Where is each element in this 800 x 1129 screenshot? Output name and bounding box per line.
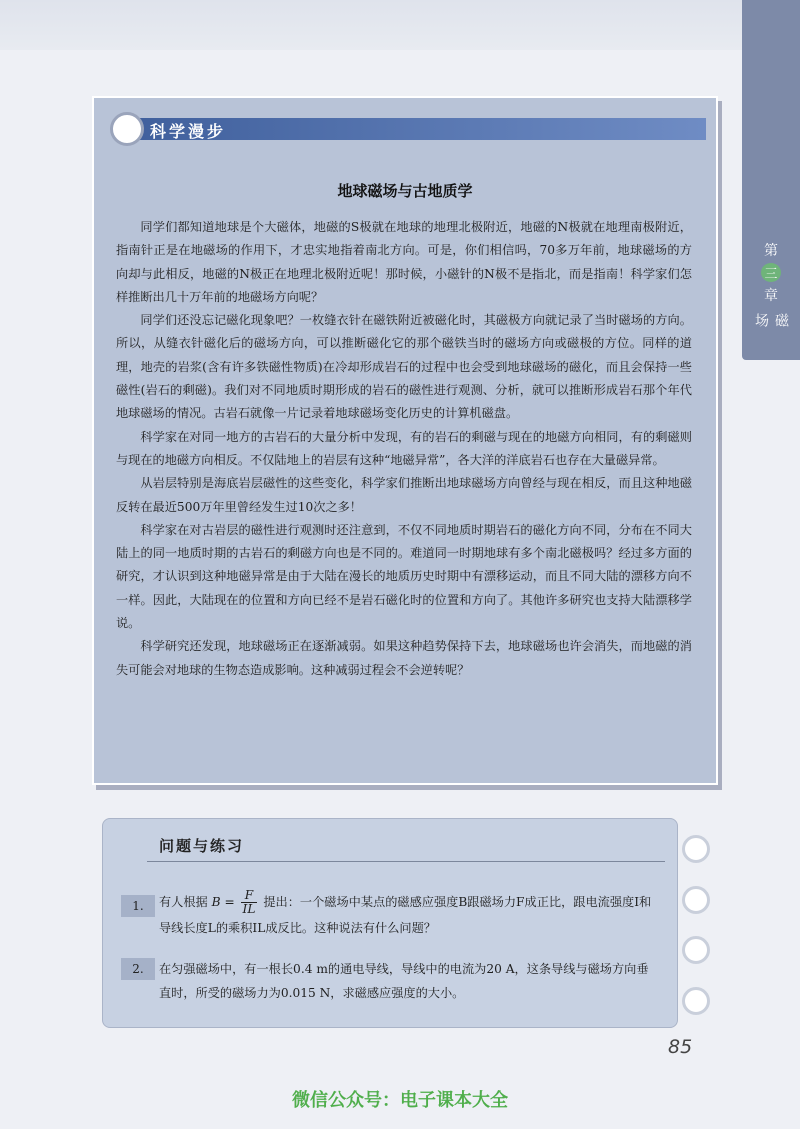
essay-paragraph: 科学家在对同一地方的古岩石的大量分析中发现，有的岩石的剩磁与现在的地磁方向相同，有的剩磁则与现在的地磁方向相反。不仅陆地上的岩层有这种“地磁异常”，各大洋的洋底岩石也存在大量磁异常。 <box>116 429 692 467</box>
binder-ring-icon <box>682 835 710 863</box>
section-label: 科学漫步 <box>150 122 227 141</box>
exercise-text <box>159 889 659 940</box>
chapter-tab <box>750 240 792 350</box>
top-band <box>0 0 800 50</box>
chapter-number-badge: 三 <box>761 263 781 282</box>
formula-fraction <box>241 889 258 916</box>
essay-paragraph: 从岩层特别是海底岩层磁性的这些变化，科学家们推断出地球磁场方向曾经与现在相反，而且这种地磁反转在最近500万年里曾经发生过10次之多！ <box>116 476 692 514</box>
binder-rings <box>682 835 712 1015</box>
essay-title: 地球磁场与古地质学 <box>337 182 473 200</box>
page-number: 85 <box>668 1036 693 1058</box>
watermark-text: 微信公众号：电子课本大全 <box>292 1090 508 1111</box>
chapter-name: 磁场 <box>753 313 789 333</box>
exercise-text: 在匀强磁场中，有一根长0.4 m的通电导线，导线中的电流为20 A，这条导线与磁场方向垂直时，所受的磁场力为0.015 N，求磁感应强度的大小。 <box>159 962 649 1000</box>
essay-paragraph: 同学们都知道地球是个大磁体，地磁的S极就在地球的地理北极附近，地磁的N极就在地理南极附近，指南针正是在地磁场的作用下，才忠实地指着南北方向。可是，你们相信吗，70多万年前，地球磁场的方向却与此相反，地磁的N极正在地理北极附近呢！那时候，小磁针的N极不是指北，而是指南！科学家们怎样推断出几十万年前的地磁场方向呢？ <box>116 220 692 304</box>
formula-numerator: F <box>241 889 258 903</box>
section-knob-icon <box>110 112 144 146</box>
binder-ring-icon <box>682 987 710 1015</box>
exercise-number: 2. <box>121 958 155 980</box>
science-essay-box <box>92 96 718 785</box>
essay-paragraph: 科学家在对古岩层的磁性进行观测时还注意到，不仅不同地质时期岩石的磁化方向不同，分布在不同大陆上的同一地质时期的古岩石的剩磁方向也是不同的。难道同一时期地球有多个南北磁极吗？经过多方面的研究，才认识到这种地磁异常是由于大陆在漫长的地质历史时期中有漂移运动，而且不同大陆的漂移方向不一样。因此，大陆现在的位置和方向已经不是岩石磁化时的位置和方向了。其他许多研究也支持大陆漂移学说。 <box>116 522 692 631</box>
formula-denominator: IL <box>242 902 256 916</box>
exercise-divider <box>147 861 665 862</box>
exercise-number: 1. <box>121 895 155 917</box>
essay-body <box>116 216 692 682</box>
chapter-zhang: 章 <box>764 288 778 304</box>
binder-ring-icon <box>682 886 710 914</box>
exercise-text-after: 提出：一个磁场中某点的磁感应强度B跟磁场力F成正比，跟电流强度I和导线长度L的乘积IL成反比。这种说法有什么问题？ <box>159 895 652 935</box>
exercise-box <box>102 818 678 1028</box>
exercise-header: 问题与练习 <box>159 837 245 855</box>
essay-paragraph: 科学研究还发现，地球磁场正在逐渐减弱。如果这种趋势保持下去，地球磁场也许会消失，而地磁的消失可能会对地球的生物态造成影响。这种减弱过程会不会逆转呢？ <box>116 639 692 677</box>
section-header <box>94 116 716 142</box>
essay-paragraph: 同学们还没忘记磁化现象吧？一枚缝衣针在磁铁附近被磁化时，其磁极方向就记录了当时磁场的方向。所以，从缝衣针磁化后的磁场方向，可以推断磁化它的那个磁铁当时的磁场方向或磁极的方位。同样的道理，地壳的岩浆(含有许多铁磁性物质)在冷却形成岩石的过程中也会受到地球磁场的磁化，而且会保持一些磁性(岩石的剩磁)。我们对不同地质时期形成的岩石的磁性进行观测、分析，就可以推断形成岩石那个年代地球磁场的情况。古岩石就像一片记录着地球磁场变化历史的计算机磁盘。 <box>116 313 692 421</box>
binder-ring-icon <box>682 936 710 964</box>
chapter-di: 第 <box>764 243 778 259</box>
exercise-text-before: 有人根据 <box>159 895 208 909</box>
formula-lhs: B = <box>211 895 235 909</box>
